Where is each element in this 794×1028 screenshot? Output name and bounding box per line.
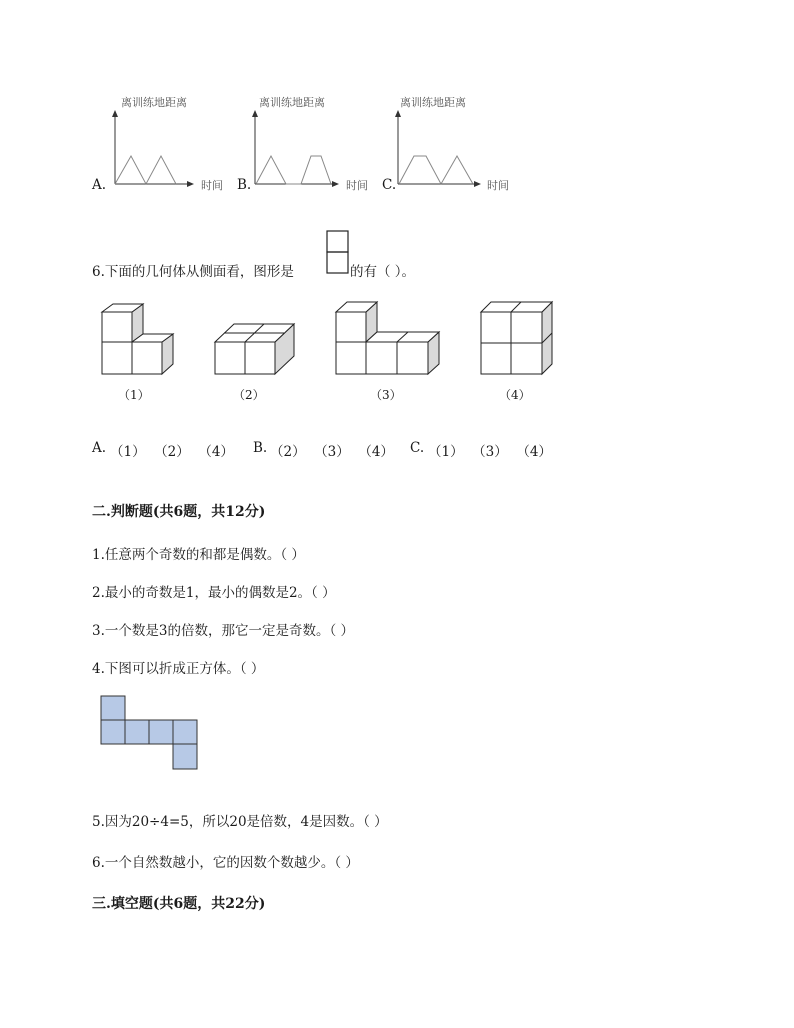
- section-2-title: 二.判断题(共6题，共12分): [92, 504, 266, 520]
- figure-label-4: （4）: [499, 388, 531, 402]
- graph-c-xlabel: 时间: [487, 179, 509, 192]
- graph-a-ylabel: 离训练地距离: [121, 96, 187, 109]
- figure-label-2: （2）: [233, 388, 265, 402]
- q6-text-after: 的有（ ）。: [350, 264, 416, 280]
- graph-c-ylabel: 离训练地距离: [400, 96, 466, 109]
- option-c-letter: C.: [382, 177, 397, 193]
- option-b-letter: B.: [237, 177, 252, 193]
- figure-label-3: （3）: [370, 388, 402, 402]
- tf-item-4: 4.下图可以折成正方体。（ ）: [92, 661, 265, 677]
- q6-option-a-choices: （1） （2） （4）: [110, 444, 234, 460]
- q6-option-b-choices: （2） （3） （4）: [270, 444, 394, 460]
- figure-label-1: （1）: [118, 388, 150, 402]
- section-3-title: 三.填空题(共6题，共22分): [92, 896, 266, 912]
- graph-b-ylabel: 离训练地距离: [259, 96, 325, 109]
- tf-item-3: 3.一个数是3的倍数，那它一定是奇数。（ ）: [92, 623, 355, 639]
- graph-a-xlabel: 时间: [201, 179, 223, 192]
- tf-item-2: 2.最小的奇数是1，最小的偶数是2。（ ）: [92, 585, 336, 601]
- q6-option-b-letter: B.: [253, 440, 268, 456]
- q6-option-c-letter: C.: [410, 440, 425, 456]
- graph-b-xlabel: 时间: [346, 179, 368, 192]
- q6-option-c-choices: （1） （3） （4）: [428, 444, 552, 460]
- q6-text-before: 6.下面的几何体从侧面看，图形是: [92, 264, 294, 280]
- tf-item-5: 5.因为20÷4=5，所以20是倍数，4是因数。（ ）: [92, 814, 388, 830]
- option-a-letter: A.: [92, 177, 107, 193]
- tf-item-6: 6.一个自然数越小，它的因数个数越少。（ ）: [92, 855, 359, 871]
- tf-item-1: 1.任意两个奇数的和都是偶数。（ ）: [92, 547, 305, 563]
- q6-option-a-letter: A.: [92, 440, 107, 456]
